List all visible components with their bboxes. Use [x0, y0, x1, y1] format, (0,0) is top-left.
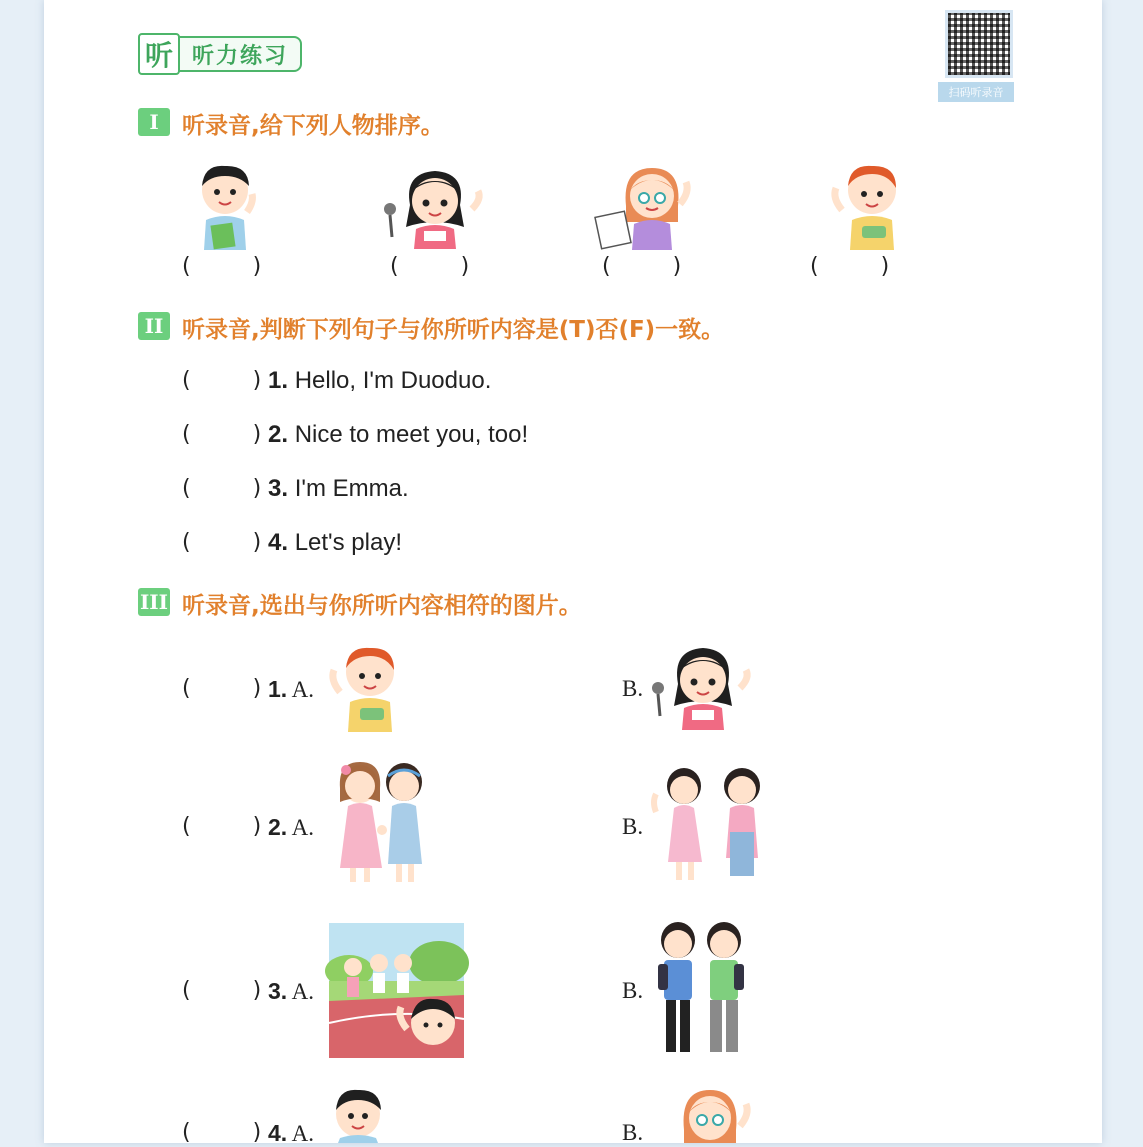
choice-4-option-b[interactable]	[622, 1120, 643, 1146]
girl-holding-drawing-figure	[594, 162, 694, 252]
listen-icon: 听	[138, 33, 180, 75]
item-number: 4.	[268, 1120, 288, 1146]
tf-blank-3[interactable]	[182, 476, 261, 501]
tf-blank-1[interactable]	[182, 368, 261, 393]
paren-open: (	[182, 530, 191, 555]
paren-open: (	[602, 254, 611, 279]
option-letter: A.	[291, 815, 315, 840]
item-number: 3.	[268, 475, 289, 502]
choice-blank-1[interactable]	[182, 676, 261, 701]
qr-code-icon	[945, 10, 1013, 78]
paren-close: )	[252, 814, 262, 839]
paren-open: (	[182, 422, 191, 447]
choice-2-option-a[interactable]	[268, 814, 314, 841]
paren-open: (	[182, 254, 191, 279]
item-text: Nice to meet you, too!	[294, 421, 529, 448]
item-text: I'm Emma.	[294, 475, 409, 502]
paren-close: )	[252, 978, 262, 1003]
option-letter: B.	[622, 978, 644, 1003]
option-letter: A.	[291, 677, 315, 702]
paren-open: (	[182, 476, 191, 501]
paren-close: )	[252, 530, 262, 555]
choice-3-option-b[interactable]	[622, 978, 643, 1004]
boy-holding-book-figure	[192, 162, 262, 252]
paren-close: )	[252, 1120, 262, 1145]
paren-close: )	[672, 254, 682, 279]
boy-with-toy-car-figure	[828, 162, 908, 252]
section-1-instruction: 听录音,给下列人物排序。	[182, 113, 444, 139]
choice-1-option-b[interactable]	[622, 676, 643, 702]
item-text: Hello, I'm Duoduo.	[294, 367, 492, 394]
girl-with-microphone-image	[648, 642, 758, 732]
tf-item-4	[268, 529, 402, 557]
order-blank-4[interactable]	[810, 254, 889, 279]
order-blank-3[interactable]	[602, 254, 681, 279]
section-title-label: 听力练习	[178, 36, 302, 72]
item-number: 1.	[268, 676, 288, 702]
paren-close: )	[252, 254, 262, 279]
tf-item-1	[268, 367, 491, 395]
paren-open: (	[810, 254, 819, 279]
girl-with-microphone-figure	[380, 165, 490, 250]
choice-2-option-b[interactable]	[622, 814, 643, 840]
section-2-badge: II	[138, 312, 170, 340]
item-number: 2.	[268, 814, 288, 840]
kids-running-track-image	[329, 923, 464, 1058]
boy-partial-image	[330, 1086, 390, 1143]
option-letter: B.	[622, 1120, 644, 1145]
section-2-instruction: 听录音,判断下列句子与你所听内容是(T)否(F)一致。	[182, 317, 725, 343]
paren-close: )	[252, 676, 262, 701]
order-blank-1[interactable]	[182, 254, 261, 279]
paren-open: (	[182, 978, 191, 1003]
option-letter: A.	[291, 979, 315, 1004]
option-letter: B.	[622, 676, 644, 701]
qr-code-label: 扫码听录音	[938, 82, 1014, 102]
choice-1-option-a[interactable]	[268, 676, 314, 703]
two-girls-waving-image	[650, 762, 770, 890]
order-blank-2[interactable]	[390, 254, 469, 279]
paren-close: )	[252, 422, 262, 447]
choice-blank-2[interactable]	[182, 814, 261, 839]
paren-open: (	[182, 676, 191, 701]
tf-item-2	[268, 421, 528, 449]
boy-with-toy-car-image	[326, 642, 406, 734]
paren-open: (	[182, 368, 191, 393]
paren-close: )	[252, 368, 262, 393]
tf-item-3	[268, 475, 409, 503]
tf-blank-2[interactable]	[182, 422, 261, 447]
paren-close: )	[252, 476, 262, 501]
section-title	[138, 34, 302, 74]
paren-open: (	[182, 1120, 191, 1145]
choice-3-option-a[interactable]	[268, 978, 314, 1005]
tf-blank-4[interactable]	[182, 530, 261, 555]
paren-close: )	[460, 254, 470, 279]
item-text: Let's play!	[294, 529, 402, 556]
paren-close: )	[880, 254, 890, 279]
section-3-instruction: 听录音,选出与你所听内容相符的图片。	[182, 593, 582, 619]
item-number: 4.	[268, 529, 289, 556]
choice-blank-3[interactable]	[182, 978, 261, 1003]
item-number: 1.	[268, 367, 289, 394]
paren-open: (	[182, 814, 191, 839]
option-letter: B.	[622, 814, 644, 839]
item-number: 3.	[268, 978, 288, 1004]
choice-blank-4[interactable]	[182, 1120, 261, 1145]
item-number: 2.	[268, 421, 289, 448]
option-letter: A.	[291, 1121, 315, 1146]
two-boys-talking-image	[650, 918, 750, 1063]
girl-with-glasses-partial-image	[676, 1086, 756, 1143]
two-girls-shaking-hands-image	[326, 758, 436, 893]
section-3-badge: III	[139, 590, 169, 614]
section-1-badge: I	[138, 108, 170, 136]
qr-code[interactable]	[938, 10, 1014, 100]
paren-open: (	[390, 254, 399, 279]
